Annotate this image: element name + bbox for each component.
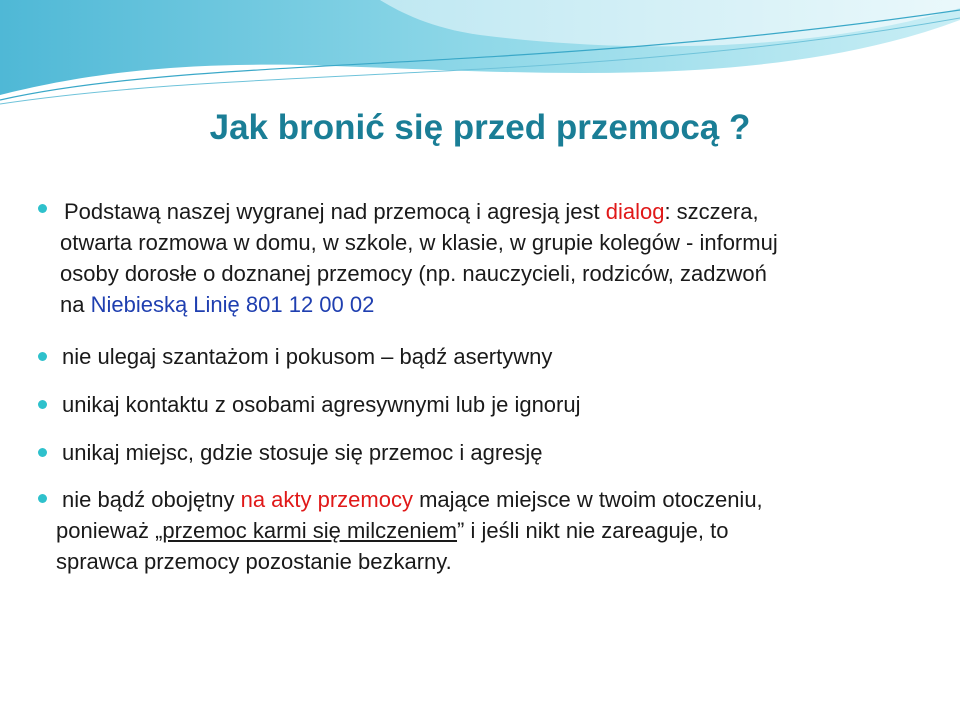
- highlight-dialog: dialog: [605, 199, 665, 224]
- text: unikaj kontaktu z osobami agresywnymi lub je ignoruj: [62, 392, 581, 417]
- text: unikaj miejsc, gdzie stosuje się przemoc i agresję: [62, 440, 543, 465]
- bullet-paragraph-dialog: [60, 196, 940, 320]
- text: otwarta rozmowa w domu, w szkole, w klasie, w grupie kolegów - informuj: [60, 230, 778, 255]
- text: sprawca przemocy pozostanie bezkarny.: [56, 549, 452, 574]
- bullet-dot: [38, 400, 47, 409]
- text: : szczera,: [664, 199, 759, 224]
- underlined-quote: przemoc karmi się milczeniem: [162, 518, 458, 543]
- text: nie bądź obojętny: [62, 487, 241, 512]
- text: ponieważ „: [56, 518, 163, 543]
- text: mające miejsce w twoim otoczeniu,: [412, 487, 763, 512]
- text: osoby dorosłe o doznanej przemocy (np. nauczycieli, rodziców, zadzwoń: [60, 261, 767, 286]
- slide-title: Jak bronić się przed przemocą ?: [209, 108, 751, 147]
- bullet-item: [62, 437, 543, 468]
- bullet-item: [62, 341, 552, 372]
- text: Podstawą naszej wygranej nad przemocą i agresją jest: [64, 199, 606, 224]
- highlight-acts-of-violence: na akty przemocy: [240, 487, 413, 512]
- text: nie ulegaj szantażom i pokusom – bądź asertywny: [62, 344, 553, 369]
- bullet-dot: [38, 352, 47, 361]
- helpline-number: Niebieską Linię 801 12 00 02: [90, 292, 375, 317]
- bullet-item: [62, 389, 580, 420]
- decorative-wave-header: [0, 0, 960, 110]
- bullet-paragraph-indifference: [56, 484, 946, 577]
- bullet-dot: [38, 448, 47, 457]
- bullet-dot: [38, 494, 47, 503]
- text: na: [60, 292, 91, 317]
- bullet-dot: [38, 204, 47, 213]
- text: ” i jeśli nikt nie zareaguje, to: [457, 518, 729, 543]
